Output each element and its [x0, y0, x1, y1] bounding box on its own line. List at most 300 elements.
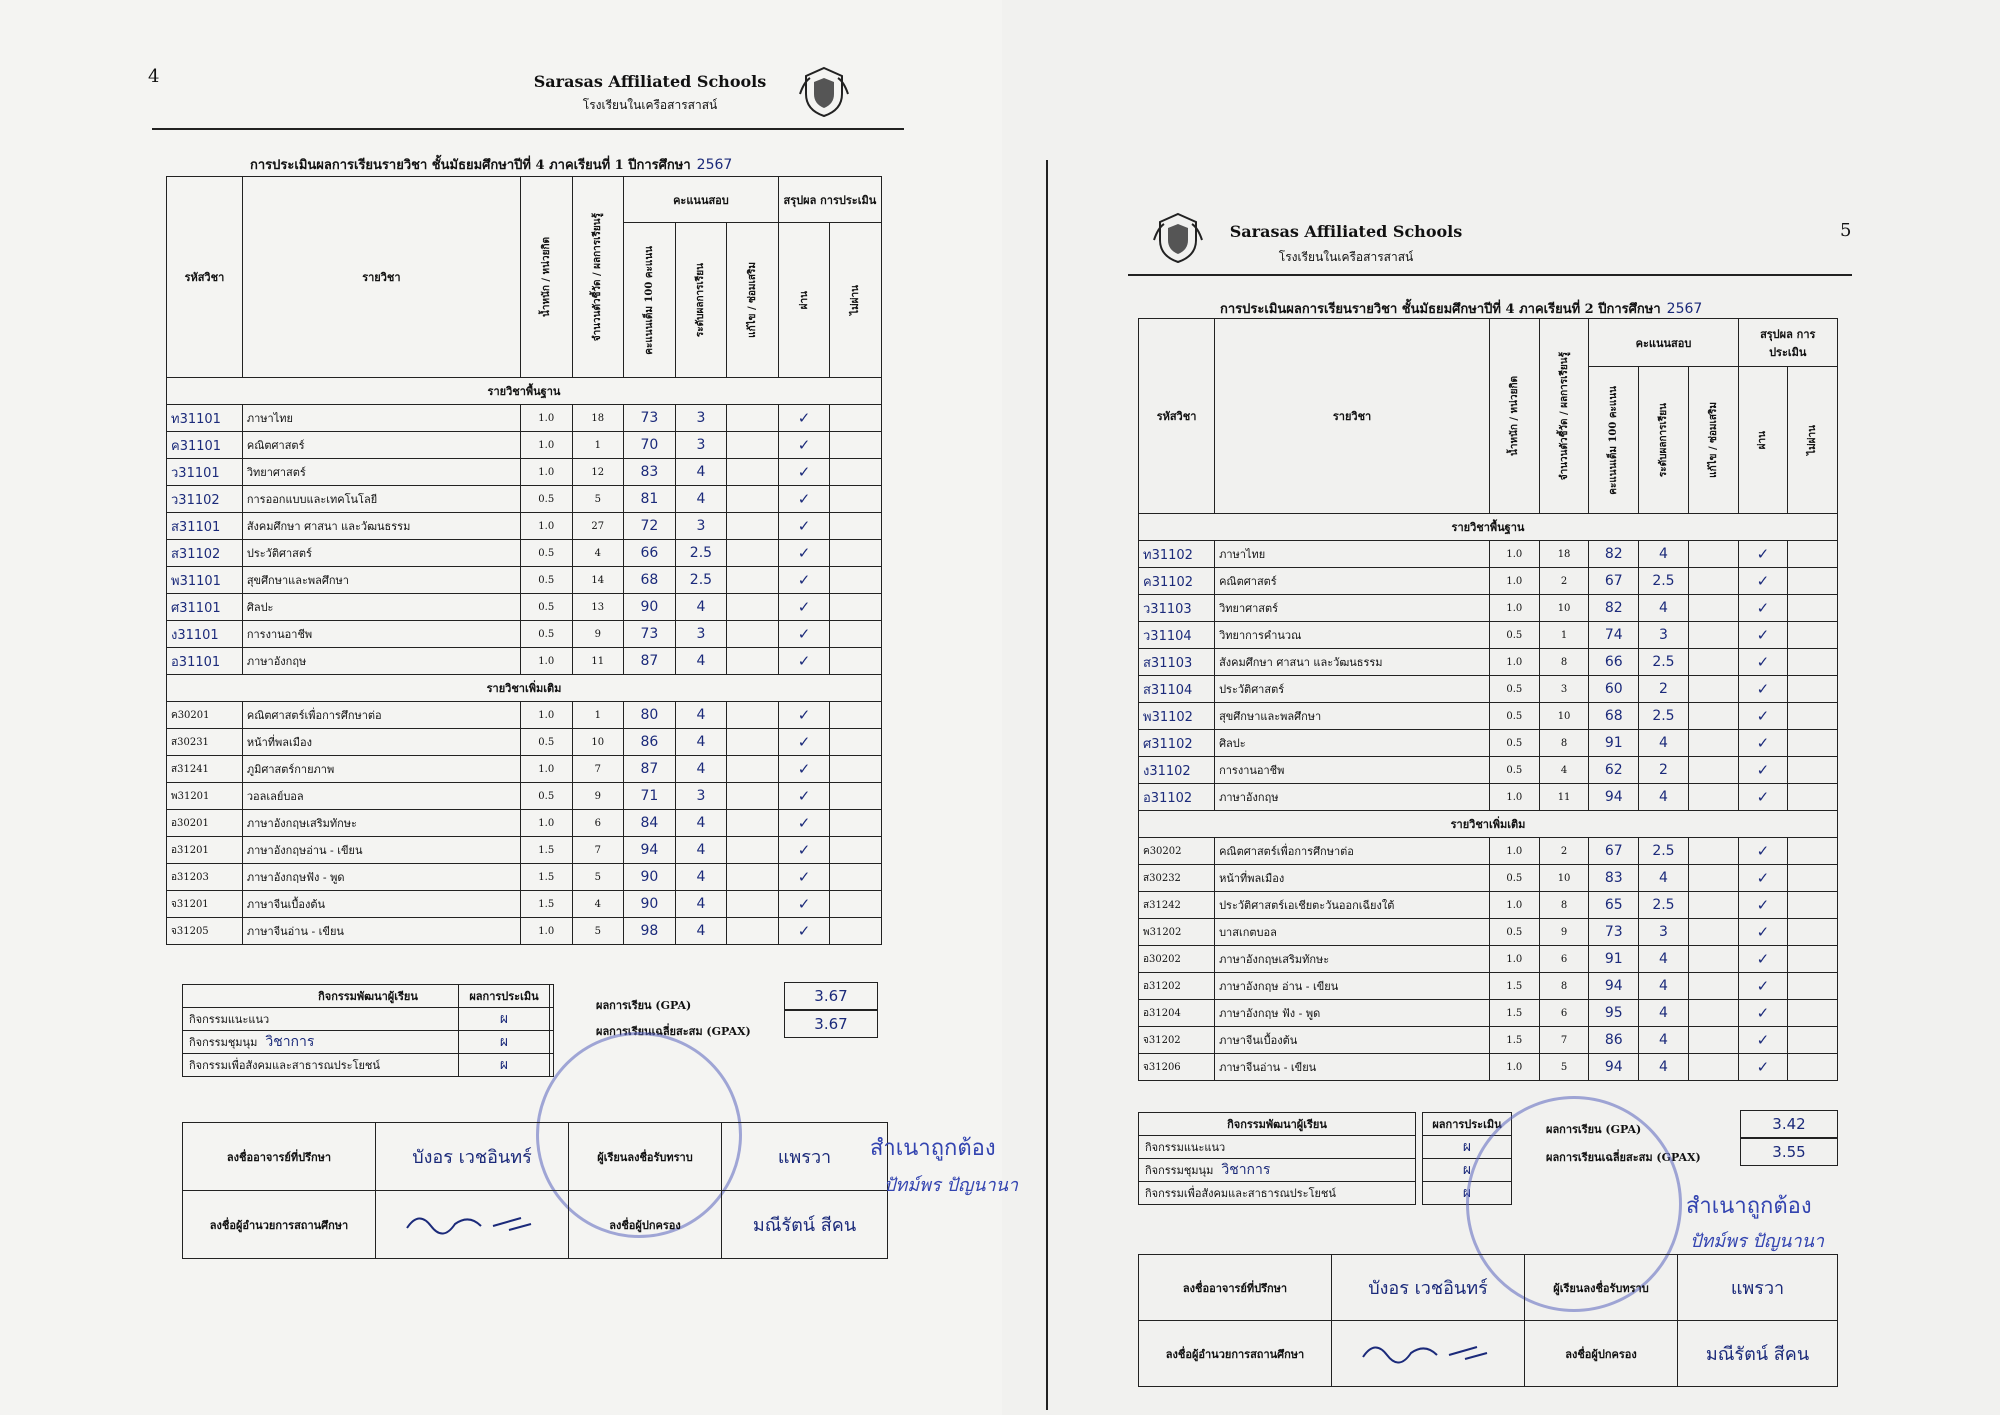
- certified-copy-stamp: สำเนาถูกต้อง: [1686, 1194, 1812, 1219]
- pass-check-icon: ✓: [778, 918, 830, 945]
- indicator-count: 1: [1539, 622, 1589, 649]
- col-grade-header: [1639, 367, 1689, 514]
- extra-rows: [167, 702, 882, 945]
- grade: 4: [1639, 541, 1689, 568]
- pass-check-icon: ✓: [778, 837, 830, 864]
- grade: 4: [675, 486, 727, 513]
- subject-name: ภาษาจีนเบื้องต้น: [242, 891, 520, 918]
- fail-cell: [830, 810, 882, 837]
- credit-weight: 1.0: [1490, 541, 1540, 568]
- pass-check-icon: ✓: [1738, 784, 1788, 811]
- score: 95: [1589, 1000, 1639, 1027]
- remedial-cell: [1688, 730, 1738, 757]
- table-row: [1139, 892, 1838, 919]
- pass-check-icon: ✓: [1738, 703, 1788, 730]
- indicator-count: 8: [1539, 649, 1589, 676]
- col-indicators-label: จำนวนตัวชี้วัด / ผลการเรียนรู้: [1558, 351, 1570, 481]
- score: 82: [1589, 595, 1639, 622]
- grade: 4: [1639, 730, 1689, 757]
- activity-cell: [1139, 1182, 1416, 1205]
- subject-name: คณิตศาสตร์เพื่อการศึกษาต่อ: [242, 702, 520, 729]
- pass-check-icon: ✓: [1738, 541, 1788, 568]
- fail-cell: [1788, 1000, 1838, 1027]
- credit-weight: 1.5: [520, 891, 572, 918]
- pass-check-icon: ✓: [1738, 919, 1788, 946]
- subject-name: ภูมิศาสตร์กายภาพ: [242, 756, 520, 783]
- indicator-count: 4: [572, 540, 624, 567]
- col-fail-label: ไม่ผ่าน: [1807, 425, 1819, 456]
- section-extra-heading: รายวิชาเพิ่มเติม: [1139, 811, 1838, 838]
- fail-cell: [830, 864, 882, 891]
- fail-cell: [1788, 784, 1838, 811]
- indicator-count: 10: [1539, 703, 1589, 730]
- pass-check-icon: ✓: [1738, 1027, 1788, 1054]
- col-remedial-label: แก้ไข / ซ่อมเสริม: [746, 262, 758, 338]
- fail-cell: [830, 513, 882, 540]
- score: 60: [1589, 676, 1639, 703]
- fail-cell: [830, 540, 882, 567]
- indicator-count: 8: [1539, 892, 1589, 919]
- basic-rows: [167, 405, 882, 675]
- credit-weight: 1.0: [520, 405, 572, 432]
- credit-weight: 1.0: [1490, 892, 1540, 919]
- fail-cell: [1788, 703, 1838, 730]
- remedial-cell: [727, 891, 779, 918]
- score: 70: [624, 432, 676, 459]
- col-indicators-header: [1539, 319, 1589, 514]
- score: 94: [1589, 784, 1639, 811]
- activity-name: กิจกรรมเพื่อสังคมและสาธารณประโยชน์: [189, 1059, 380, 1072]
- remedial-cell: [1688, 703, 1738, 730]
- credit-weight: 1.0: [1490, 595, 1540, 622]
- remedial-cell: [727, 783, 779, 810]
- fail-cell: [830, 459, 882, 486]
- indicator-count: 5: [572, 918, 624, 945]
- pass-check-icon: ✓: [778, 513, 830, 540]
- score: 74: [1589, 622, 1639, 649]
- subject-name: การงานอาชีพ: [242, 621, 520, 648]
- grade: 4: [675, 729, 727, 756]
- subject-name: วอลเลย์บอล: [242, 783, 520, 810]
- subject-name: วิทยาศาสตร์: [242, 459, 520, 486]
- indicator-count: 9: [1539, 919, 1589, 946]
- pass-check-icon: ✓: [778, 594, 830, 621]
- table-row: [1139, 703, 1838, 730]
- score: 73: [1589, 919, 1639, 946]
- credit-weight: 0.5: [520, 729, 572, 756]
- subject-code: ศ31101: [167, 594, 243, 621]
- gpax-label: ผลการเรียนเฉลี่ยสะสม (GPAX): [1546, 1151, 1701, 1164]
- subject-code: อ31203: [167, 864, 243, 891]
- fail-cell: [830, 918, 882, 945]
- activity-detail: วิชาการ: [265, 1034, 315, 1050]
- credit-weight: 1.5: [1490, 1027, 1540, 1054]
- credit-weight: 1.0: [1490, 1054, 1540, 1081]
- fail-cell: [1788, 892, 1838, 919]
- credit-weight: 1.0: [1490, 838, 1540, 865]
- activity-result: ผ: [459, 1031, 550, 1054]
- remedial-cell: [1688, 1054, 1738, 1081]
- student-signature: แพรวา: [1678, 1255, 1838, 1321]
- activity-result: ผ: [1423, 1159, 1512, 1182]
- indicator-count: 9: [572, 621, 624, 648]
- director-label: ลงชื่อผู้อำนวยการสถานศึกษา: [1139, 1321, 1332, 1387]
- remedial-cell: [1688, 1000, 1738, 1027]
- score: 66: [624, 540, 676, 567]
- student-label: ผู้เรียนลงชื่อรับทราบ: [569, 1123, 722, 1191]
- credit-weight: 0.5: [1490, 757, 1540, 784]
- activity-result-row: [459, 1054, 550, 1077]
- score: 83: [624, 459, 676, 486]
- subject-code: ค30202: [1139, 838, 1215, 865]
- pass-check-icon: ✓: [1738, 730, 1788, 757]
- pass-check-icon: ✓: [1738, 973, 1788, 1000]
- indicator-count: 7: [1539, 1027, 1589, 1054]
- score: 91: [1589, 946, 1639, 973]
- grades-table: [1138, 318, 1838, 1081]
- subject-name: ประวัติศาสตร์เอเชียตะวันออกเฉียงใต้: [1215, 892, 1490, 919]
- subject-code: พ31102: [1139, 703, 1215, 730]
- subject-name: ภาษาไทย: [1215, 541, 1490, 568]
- subject-code: ง31101: [167, 621, 243, 648]
- indicator-count: 9: [572, 783, 624, 810]
- indicator-count: 5: [572, 486, 624, 513]
- subject-code: ท31101: [167, 405, 243, 432]
- fail-cell: [830, 432, 882, 459]
- fail-cell: [830, 648, 882, 675]
- fail-cell: [830, 594, 882, 621]
- credit-weight: 1.0: [520, 648, 572, 675]
- col-code-header: รหัสวิชา: [1139, 319, 1215, 514]
- subject-code: พ31201: [167, 783, 243, 810]
- col-remedial-header: [727, 223, 779, 378]
- table-row: [167, 729, 882, 756]
- credit-weight: 1.0: [520, 432, 572, 459]
- activity-result-row: [459, 1031, 550, 1054]
- subject-code: จ31202: [1139, 1027, 1215, 1054]
- table-row: [167, 594, 882, 621]
- grade: 4: [675, 594, 727, 621]
- document-title-text: การประเมินผลการเรียนรายวิชา ชั้นมัธยมศึกษาปีที่ 4 ภาคเรียนที่ 1 ปีการศึกษา: [250, 158, 691, 173]
- fail-cell: [830, 729, 882, 756]
- grade: 2.5: [1639, 703, 1689, 730]
- score: 81: [624, 486, 676, 513]
- fail-cell: [1788, 838, 1838, 865]
- remedial-cell: [727, 432, 779, 459]
- remedial-cell: [1688, 919, 1738, 946]
- remedial-cell: [727, 540, 779, 567]
- grade: 4: [1639, 595, 1689, 622]
- indicator-count: 6: [572, 810, 624, 837]
- fail-cell: [830, 486, 882, 513]
- subject-name: ประวัติศาสตร์: [1215, 676, 1490, 703]
- grade: 4: [1639, 865, 1689, 892]
- subject-code: อ31204: [1139, 1000, 1215, 1027]
- subject-name: วิทยาศาสตร์: [1215, 595, 1490, 622]
- col-fail-header: [830, 223, 882, 378]
- grade: 2.5: [1639, 892, 1689, 919]
- school-crest-icon: [1150, 210, 1206, 266]
- credit-weight: 0.5: [520, 540, 572, 567]
- grade: 4: [675, 864, 727, 891]
- grade: 4: [675, 837, 727, 864]
- subject-name: คณิตศาสตร์: [242, 432, 520, 459]
- section-basic-heading: รายวิชาพื้นฐาน: [167, 378, 882, 405]
- grade: 4: [1639, 1027, 1689, 1054]
- activity-name: กิจกรรมเพื่อสังคมและสาธารณประโยชน์: [1145, 1187, 1336, 1200]
- parent-signature: มณีรัตน์ สีคน: [1678, 1321, 1838, 1387]
- col-subject-header: รายวิชา: [1215, 319, 1490, 514]
- credit-weight: 0.5: [520, 621, 572, 648]
- table-row: [1139, 1000, 1838, 1027]
- pass-check-icon: ✓: [778, 756, 830, 783]
- credit-weight: 1.0: [520, 513, 572, 540]
- academic-year: 2567: [1666, 301, 1703, 317]
- col-weight-header: [520, 177, 572, 378]
- remedial-cell: [1688, 946, 1738, 973]
- extra-rows: [1139, 838, 1838, 1081]
- col-indicators-header: [572, 177, 624, 378]
- pass-check-icon: ✓: [1738, 865, 1788, 892]
- credit-weight: 0.5: [520, 594, 572, 621]
- pass-check-icon: ✓: [1738, 622, 1788, 649]
- subject-code: ส31103: [1139, 649, 1215, 676]
- subject-code: ค30201: [167, 702, 243, 729]
- credit-weight: 1.0: [520, 459, 572, 486]
- remedial-cell: [1688, 757, 1738, 784]
- remedial-cell: [727, 837, 779, 864]
- remedial-cell: [727, 594, 779, 621]
- parent-signature: มณีรัตน์ สีคน: [722, 1191, 888, 1259]
- subject-code: ว31103: [1139, 595, 1215, 622]
- activities-header: กิจกรรมพัฒนาผู้เรียน: [1139, 1113, 1416, 1136]
- subject-name: ภาษาอังกฤษอ่าน - เขียน: [242, 837, 520, 864]
- grade: 4: [675, 702, 727, 729]
- col-fail-label: ไม่ผ่าน: [850, 285, 862, 316]
- col-weight-header: [1490, 319, 1540, 514]
- subject-code: ส31241: [167, 756, 243, 783]
- score: 83: [1589, 865, 1639, 892]
- grade: 3: [675, 405, 727, 432]
- grade: 2: [1639, 757, 1689, 784]
- pass-check-icon: ✓: [778, 459, 830, 486]
- subject-name: สุขศึกษาและพลศึกษา: [242, 567, 520, 594]
- signature-table: [1138, 1254, 1838, 1387]
- grade: 4: [675, 891, 727, 918]
- header-rule: [1128, 274, 1852, 276]
- indicator-count: 10: [1539, 595, 1589, 622]
- credit-weight: 0.5: [1490, 919, 1540, 946]
- subject-name: ภาษาอังกฤษฟัง - พูด: [242, 864, 520, 891]
- subject-name: ภาษาจีนเบื้องต้น: [1215, 1027, 1490, 1054]
- page-number: 5: [1840, 220, 1852, 241]
- grade: 2.5: [1639, 568, 1689, 595]
- pass-check-icon: ✓: [1738, 757, 1788, 784]
- score: 68: [624, 567, 676, 594]
- grade: 4: [675, 648, 727, 675]
- score: 65: [1589, 892, 1639, 919]
- pass-check-icon: ✓: [778, 864, 830, 891]
- subject-code: อ31201: [167, 837, 243, 864]
- indicator-count: 13: [572, 594, 624, 621]
- subject-code: จ31201: [167, 891, 243, 918]
- subject-name: ภาษาอังกฤษ: [1215, 784, 1490, 811]
- table-row: [167, 702, 882, 729]
- score: 82: [1589, 541, 1639, 568]
- grade: 4: [1639, 784, 1689, 811]
- pass-check-icon: ✓: [778, 729, 830, 756]
- credit-weight: 1.5: [1490, 973, 1540, 1000]
- score: 90: [624, 864, 676, 891]
- grade: 4: [675, 459, 727, 486]
- indicator-count: 10: [1539, 865, 1589, 892]
- score: 90: [624, 891, 676, 918]
- fail-cell: [1788, 973, 1838, 1000]
- grade: 4: [1639, 1000, 1689, 1027]
- remedial-cell: [1688, 676, 1738, 703]
- score: 73: [624, 621, 676, 648]
- gpa-label: ผลการเรียน (GPA): [596, 999, 692, 1012]
- fail-cell: [1788, 946, 1838, 973]
- subject-name: ภาษาอังกฤษ อ่าน - เขียน: [1215, 973, 1490, 1000]
- pass-check-icon: ✓: [1738, 1054, 1788, 1081]
- col-pass-header: [778, 223, 830, 378]
- director-signature-mark: [397, 1204, 547, 1240]
- score: 94: [1589, 1054, 1639, 1081]
- indicator-count: 6: [1539, 1000, 1589, 1027]
- fail-cell: [830, 756, 882, 783]
- grade: 3: [1639, 919, 1689, 946]
- score: 71: [624, 783, 676, 810]
- credit-weight: 0.5: [1490, 703, 1540, 730]
- indicator-count: 1: [572, 432, 624, 459]
- col-score-group-header: คะแนนสอบ: [624, 177, 779, 223]
- remedial-cell: [1688, 838, 1738, 865]
- credit-weight: 1.0: [520, 810, 572, 837]
- remedial-cell: [727, 729, 779, 756]
- col-remedial-header: [1688, 367, 1738, 514]
- subject-name: ภาษาอังกฤษ ฟัง - พูด: [1215, 1000, 1490, 1027]
- table-row: [167, 432, 882, 459]
- score: 94: [624, 837, 676, 864]
- subject-code: ว31101: [167, 459, 243, 486]
- pass-check-icon: ✓: [1738, 892, 1788, 919]
- pass-check-icon: ✓: [778, 702, 830, 729]
- credit-weight: 1.5: [1490, 1000, 1540, 1027]
- indicator-count: 5: [1539, 1054, 1589, 1081]
- col-score-label: คะแนนเต็ม 100 คะแนน: [1608, 385, 1620, 495]
- score: 84: [624, 810, 676, 837]
- col-score-header: [1589, 367, 1639, 514]
- indicator-count: 10: [572, 729, 624, 756]
- credit-weight: 1.5: [520, 864, 572, 891]
- table-row: [167, 540, 882, 567]
- school-name-en: Sarasas Affiliated Schools: [1229, 222, 1463, 241]
- subject-code: ส30232: [1139, 865, 1215, 892]
- remedial-cell: [1688, 622, 1738, 649]
- table-row: [167, 486, 882, 513]
- activity-result: ผ: [1423, 1182, 1512, 1205]
- col-summary-header: สรุปผล การประเมิน: [778, 177, 881, 223]
- score: 62: [1589, 757, 1639, 784]
- credit-weight: 0.5: [1490, 622, 1540, 649]
- fail-cell: [830, 891, 882, 918]
- subject-code: ศ31102: [1139, 730, 1215, 757]
- remedial-cell: [1688, 865, 1738, 892]
- right-page: [1000, 0, 2000, 1415]
- indicator-count: 18: [1539, 541, 1589, 568]
- director-signature: [376, 1191, 569, 1259]
- advisor-signature: บังอร เวชอินทร์: [376, 1123, 569, 1191]
- remedial-cell: [727, 405, 779, 432]
- credit-weight: 0.5: [1490, 676, 1540, 703]
- indicator-count: 3: [1539, 676, 1589, 703]
- fail-cell: [830, 621, 882, 648]
- credit-weight: 0.5: [520, 567, 572, 594]
- school-name-th: โรงเรียนในเครือสารสาสน์: [1278, 250, 1414, 264]
- col-remedial-label: แก้ไข / ซ่อมเสริม: [1707, 402, 1719, 479]
- remedial-cell: [1688, 541, 1738, 568]
- subject-name: คณิตศาสตร์: [1215, 568, 1490, 595]
- pass-check-icon: ✓: [778, 810, 830, 837]
- grade: 4: [675, 810, 727, 837]
- col-grade-header: [675, 223, 727, 378]
- grade: 3: [675, 513, 727, 540]
- grade: 2.5: [1639, 838, 1689, 865]
- table-row: [167, 918, 882, 945]
- indicator-count: 11: [572, 648, 624, 675]
- remedial-cell: [727, 567, 779, 594]
- fail-cell: [830, 405, 882, 432]
- table-row: [1139, 865, 1838, 892]
- score: 86: [624, 729, 676, 756]
- section-basic-heading: รายวิชาพื้นฐาน: [1139, 514, 1838, 541]
- pass-check-icon: ✓: [1738, 649, 1788, 676]
- document-title: [1220, 298, 1702, 319]
- parent-label: ลงชื่อผู้ปกครอง: [1525, 1321, 1678, 1387]
- indicator-count: 6: [1539, 946, 1589, 973]
- activities-table: [1138, 1112, 1416, 1205]
- activity-results-table: [458, 984, 550, 1077]
- col-summary-header: สรุปผล การประเมิน: [1738, 319, 1837, 367]
- table-row: [1139, 946, 1838, 973]
- subject-code: จ31205: [167, 918, 243, 945]
- grade: 4: [1639, 973, 1689, 1000]
- col-weight-label: น้ำหนัก / หน่วยกิต: [1508, 376, 1520, 456]
- activities-header: กิจกรรมพัฒนาผู้เรียน: [183, 985, 554, 1008]
- col-grade-label: ระดับผลการเรียน: [1657, 403, 1669, 478]
- activity-result: ผ: [459, 1008, 550, 1031]
- subject-name: หน้าที่พลเมือง: [242, 729, 520, 756]
- col-subject-header: รายวิชา: [242, 177, 520, 378]
- subject-code: จ31206: [1139, 1054, 1215, 1081]
- subject-name: ภาษาจีนอ่าน - เขียน: [1215, 1054, 1490, 1081]
- indicator-count: 8: [1539, 730, 1589, 757]
- credit-weight: 1.0: [1490, 568, 1540, 595]
- table-row: [167, 567, 882, 594]
- col-indicators-label: จำนวนตัวชี้วัด / ผลการเรียนรู้: [592, 212, 604, 342]
- activity-cell: [1139, 1159, 1416, 1182]
- remedial-cell: [727, 648, 779, 675]
- subject-code: ว31102: [167, 486, 243, 513]
- fail-cell: [1788, 730, 1838, 757]
- remedial-cell: [1688, 973, 1738, 1000]
- indicator-count: 2: [1539, 568, 1589, 595]
- col-fail-header: [1788, 367, 1838, 514]
- grade: 3: [675, 432, 727, 459]
- credit-weight: 1.0: [1490, 946, 1540, 973]
- pass-check-icon: ✓: [1738, 1000, 1788, 1027]
